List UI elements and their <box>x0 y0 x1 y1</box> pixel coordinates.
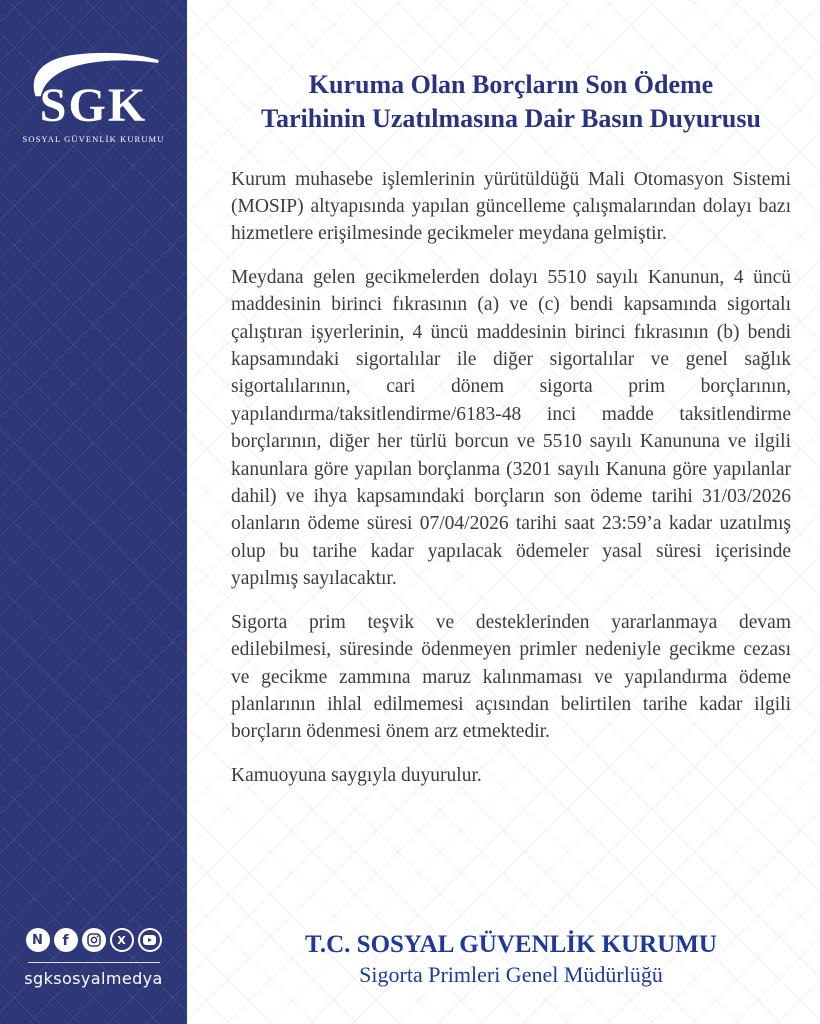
social-media-block <box>24 928 162 988</box>
page-title-line-2: Tarihinin Uzatılmasına Dair Basın Duyurusu <box>261 103 761 133</box>
paragraph-3: Sigorta prim teşvik ve desteklerinden yararlanmaya devam edilebilmesi, süresinde ödenmeyen primler nedeniyle gecikme cezası ve gecikme zammına maruz kalınmaması ve yapılandırma ödeme planlarının ihlal edilmemesi açısından belirtilen tarihe kadar ilgili borçların ödenmesi önem arz etmektedir. <box>231 611 791 743</box>
youtube-icon[interactable] <box>138 928 162 952</box>
youtube-glyph <box>143 935 156 945</box>
x-glyph: X <box>117 933 126 947</box>
paragraph-1: Kurum muhasebe işlemlerinin yürütüldüğü Mali Otomasyon Sistemi (MOSIP) altyapısında yapılan güncelleme çalışmalarından dolayı bazı hizmetlere erişilmesinde gecikmeler meydana gelmiştir. <box>231 168 791 245</box>
nsosyal-glyph: N <box>32 932 43 948</box>
nsosyal-icon[interactable] <box>26 928 50 952</box>
instagram-glyph <box>87 933 101 947</box>
paragraph-2: Meydana gelen gecikmelerden dolayı 5510 sayılı Kanunun, 4 üncü maddesinin birinci fıkrasının (a) ve (c) bendi kapsamında sigortalı çalıştıran işyerlerinin, 4 üncü maddesinin birinci fıkrasının (b) bendi kapsamındaki sigortalılar ile diğer sigortalılar ve genel sağlık sigortalılarının, cari dönem sigorta prim borçlarının, yapılandırma/taksitlendirme/6183-48 inci madde taksitlendirme borçlarının, diğer her türlü borcun ve 5510 sayılı Kanununa ve ilgili kanunlara göre yapılan borçlanma (3201 sayılı Kanuna göre yapılanlar dahil) ve ihya kapsamındaki borçların son ödeme tarihi 31/03/2026 olanların ödeme süresi 07/04/2026 tarihi saat 23:59’a kadar uzatılmış olup bu tarihe kadar yapılacak ödemeler yasal süresi içerisinde yapılmış sayılacaktır. <box>231 266 791 590</box>
facebook-glyph: f <box>62 933 69 949</box>
social-divider <box>28 962 160 963</box>
social-icons-row <box>26 928 162 952</box>
paragraph-closing: Kamuoyuna saygıyla duyurulur. <box>231 764 482 786</box>
announcement-body <box>231 166 791 806</box>
sgk-logo <box>23 52 165 144</box>
sidebar <box>0 0 187 1024</box>
sgk-logo-subtitle: SOSYAL GÜVENLİK KURUMU <box>22 134 165 144</box>
sgk-logo-text: SGK <box>39 79 148 132</box>
instagram-icon[interactable] <box>82 928 106 952</box>
x-icon[interactable] <box>110 928 134 952</box>
institution-name: T.C. SOSYAL GÜVENLİK KURUMU <box>305 930 717 958</box>
signature-block <box>231 930 791 988</box>
announcement-page <box>187 0 820 1024</box>
page-title <box>231 68 791 136</box>
facebook-icon[interactable] <box>54 928 78 952</box>
social-handle: sgksosyalmedya <box>24 969 163 988</box>
department-name: Sigorta Primleri Genel Müdürlüğü <box>359 961 663 987</box>
page-title-line-1: Kuruma Olan Borçların Son Ödeme <box>308 70 714 99</box>
